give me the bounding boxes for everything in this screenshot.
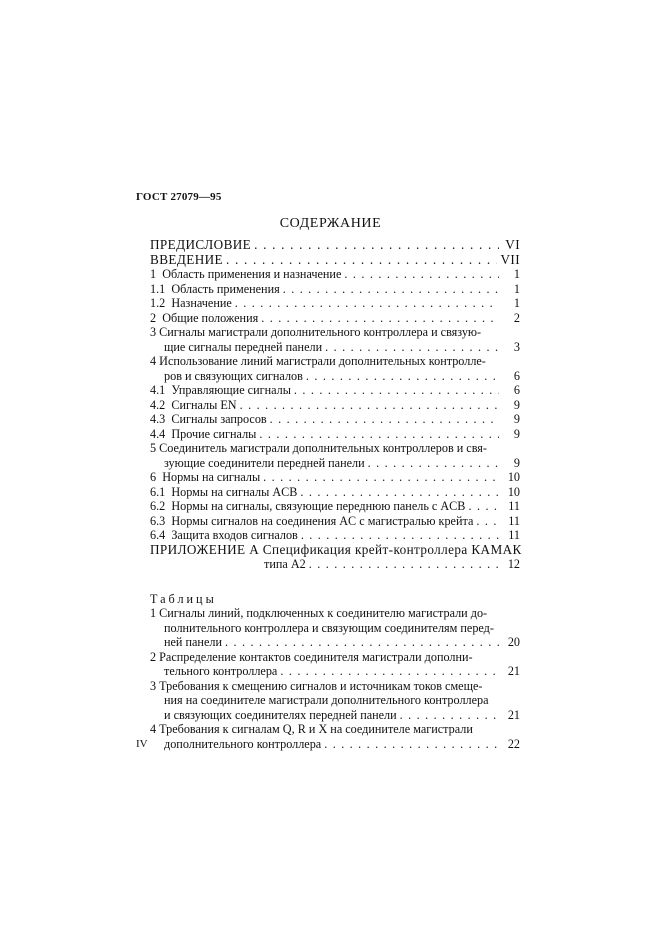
toc-entry-6-1[interactable]	[150, 485, 520, 500]
dot-leader	[235, 296, 499, 311]
dot-leader	[400, 708, 499, 723]
toc-entry-5[interactable]	[150, 441, 520, 470]
toc-entry-1[interactable]	[150, 267, 520, 282]
dot-leader	[324, 737, 499, 752]
toc-entry-text	[150, 311, 258, 326]
toc-page: 12	[507, 557, 520, 571]
toc-title: Сигналы запросов	[171, 412, 267, 426]
toc-number: 1.1	[150, 281, 166, 296]
dot-leader	[301, 528, 499, 543]
table-entry-text-line3: ней панели	[164, 635, 222, 649]
toc-title: Область применения	[171, 281, 280, 296]
toc-page: 20	[507, 635, 520, 649]
toc-page: 10	[507, 484, 520, 499]
dot-leader	[270, 412, 499, 427]
toc-entry-text: ПРЕДИСЛОВИЕ	[150, 237, 252, 252]
toc-entry-text-line2: типа А2	[264, 557, 306, 571]
toc-page: 11	[508, 499, 520, 513]
table-entry-text-line2: полнительного контроллера и связующим соединителям перед-	[164, 620, 494, 635]
toc-title: Управляющие сигналы	[171, 383, 291, 397]
dot-leader	[468, 499, 499, 514]
table-of-contents	[150, 238, 520, 751]
document-code: ГОСТ 27079—95	[136, 191, 222, 203]
toc-page: 2	[513, 310, 520, 325]
toc-entry-text-line1: 3 Сигналы магистрали дополнительного контроллера и связую-	[150, 325, 482, 339]
table-entry-2[interactable]	[150, 650, 520, 679]
toc-number: 4.2	[150, 397, 166, 412]
table-entry-4[interactable]	[150, 722, 520, 751]
toc-entry-1-2[interactable]	[150, 296, 520, 311]
toc-entry-text-line2: зующие соединители передней панели	[164, 455, 365, 470]
dot-leader	[240, 398, 499, 413]
toc-entry-6-2[interactable]	[150, 499, 520, 514]
toc-page: 3	[513, 339, 520, 354]
page-title: СОДЕРЖАНИЕ	[279, 216, 382, 231]
toc-page: 21	[507, 707, 520, 722]
toc-entry-text	[150, 383, 291, 398]
dot-leader	[344, 267, 499, 282]
dot-leader	[226, 253, 497, 268]
toc-page: 1	[513, 267, 520, 281]
toc-entry-text	[150, 282, 280, 297]
toc-number: 1.2	[150, 296, 166, 310]
toc-title: Общие положения	[162, 310, 259, 325]
toc-page: 11	[508, 528, 520, 542]
toc-page: 9	[513, 455, 520, 470]
toc-entry-appendix-a[interactable]	[150, 543, 520, 572]
toc-entry-text-line1: 5 Соединитель магистрали дополнительных контроллеров и свя-	[150, 441, 487, 455]
toc-page: 11	[508, 513, 520, 528]
toc-entry-4[interactable]	[150, 354, 520, 383]
toc-title: Нормы на сигналы ACB	[171, 484, 298, 499]
dot-leader	[225, 635, 499, 650]
page-number: IV	[136, 738, 148, 750]
dot-leader	[476, 514, 499, 529]
dot-leader	[306, 369, 499, 384]
toc-entry-text-line2: щие сигналы передней панели	[164, 339, 323, 354]
toc-number: 6	[150, 470, 157, 484]
dot-leader	[259, 427, 499, 442]
toc-entry-text	[150, 470, 260, 485]
table-entry-1[interactable]	[150, 606, 520, 650]
toc-entry-text	[150, 514, 473, 529]
toc-entry-text	[150, 499, 465, 514]
toc-title: Нормы сигналов на соединения AC с магистралью крейта	[171, 513, 474, 528]
toc-entry-text-line1: ПРИЛОЖЕНИЕ А Спецификация крейт-контроллера КАМАК	[150, 541, 522, 557]
dot-leader	[254, 238, 499, 253]
toc-entry-4-2[interactable]	[150, 398, 520, 413]
toc-number: 6.2	[150, 499, 166, 513]
toc-title: Прочие сигналы	[171, 426, 257, 441]
toc-number: 2	[150, 310, 157, 325]
toc-number: 4.3	[150, 412, 166, 426]
toc-page: 1	[513, 296, 520, 310]
table-entry-text-line2: тельного контроллера	[164, 664, 278, 678]
toc-entry-text	[150, 412, 267, 427]
toc-entry-introduction[interactable]	[150, 253, 520, 268]
toc-title: Нормы на сигналы, связующие переднюю панель с ACB	[171, 499, 466, 513]
toc-number: 6.1	[150, 484, 166, 499]
dot-leader	[300, 485, 499, 500]
table-entry-text-line3: и связующих соединителях передней панели	[164, 707, 397, 722]
table-entry-text-line1: 1 Сигналы линий, подключенных к соединителю магистрали до-	[150, 606, 488, 620]
toc-page: 6	[513, 383, 520, 397]
toc-entry-3[interactable]	[150, 325, 520, 354]
toc-page: 9	[513, 397, 520, 412]
table-entry-text-line1: 2 Распределение контактов соединителя магистрали дополни-	[150, 649, 473, 664]
toc-page: VII	[500, 251, 520, 267]
table-entry-text-line2: ния на соединителе магистрали дополнительного контроллера	[164, 693, 489, 707]
toc-entry-4-1[interactable]	[150, 383, 520, 398]
dot-leader	[309, 557, 499, 572]
toc-title: Назначение	[171, 296, 232, 310]
toc-page: 9	[513, 412, 520, 426]
toc-page: 9	[513, 426, 520, 441]
toc-page: 6	[513, 368, 520, 383]
toc-page: 21	[507, 664, 520, 678]
dot-leader	[261, 311, 499, 326]
table-entry-3[interactable]	[150, 679, 520, 723]
toc-entry-6-4[interactable]	[150, 528, 520, 543]
tables-heading: Таблицы	[150, 591, 217, 606]
toc-page: 22	[507, 736, 520, 751]
table-entry-text-line1: 3 Требования к смещению сигналов и источникам токов смеще-	[150, 678, 483, 693]
toc-entry-text	[150, 398, 237, 413]
toc-page: 10	[507, 470, 520, 484]
dot-leader	[263, 470, 499, 485]
toc-entry-4-3[interactable]	[150, 412, 520, 427]
toc-entry-text	[150, 427, 256, 442]
toc-entry-2[interactable]	[150, 311, 520, 326]
toc-title: Нормы на сигналы	[162, 470, 261, 484]
toc-title: Защита входов сигналов	[171, 528, 298, 542]
toc-entry-6-3[interactable]	[150, 514, 520, 529]
toc-entry-4-4[interactable]	[150, 427, 520, 442]
dot-leader	[280, 664, 499, 679]
toc-number: 4.1	[150, 383, 166, 397]
table-entry-text-line1: 4 Требования к сигналам Q, R и X на соединителе магистрали	[150, 722, 473, 736]
toc-entry-preface[interactable]	[150, 238, 520, 253]
toc-page: VI	[505, 237, 520, 252]
toc-page: 1	[513, 281, 520, 296]
dot-leader	[294, 383, 499, 398]
toc-number: 6.3	[150, 513, 166, 528]
toc-title: Область применения и назначение	[162, 267, 342, 281]
dot-leader	[325, 340, 499, 355]
toc-number: 1	[150, 267, 157, 281]
toc-number: 4.4	[150, 426, 166, 441]
toc-number: 6.4	[150, 528, 166, 542]
toc-entry-text	[150, 296, 232, 311]
dot-leader	[283, 282, 499, 297]
toc-entry-text	[150, 485, 297, 500]
toc-entry-text	[150, 267, 341, 282]
toc-entry-1-1[interactable]	[150, 282, 520, 297]
toc-entry-text-line1: 4 Использование линий магистрали дополнительных контролле-	[150, 354, 486, 368]
toc-entry-text: ВВЕДЕНИЕ	[150, 251, 224, 267]
table-entry-text-line2: дополнительного контроллера	[164, 736, 322, 751]
toc-entry-text	[150, 528, 298, 543]
toc-title: Сигналы EN	[171, 397, 237, 412]
toc-entry-text-line2: ров и связующих сигналов	[164, 368, 303, 383]
dot-leader	[368, 456, 499, 471]
toc-entry-6[interactable]	[150, 470, 520, 485]
